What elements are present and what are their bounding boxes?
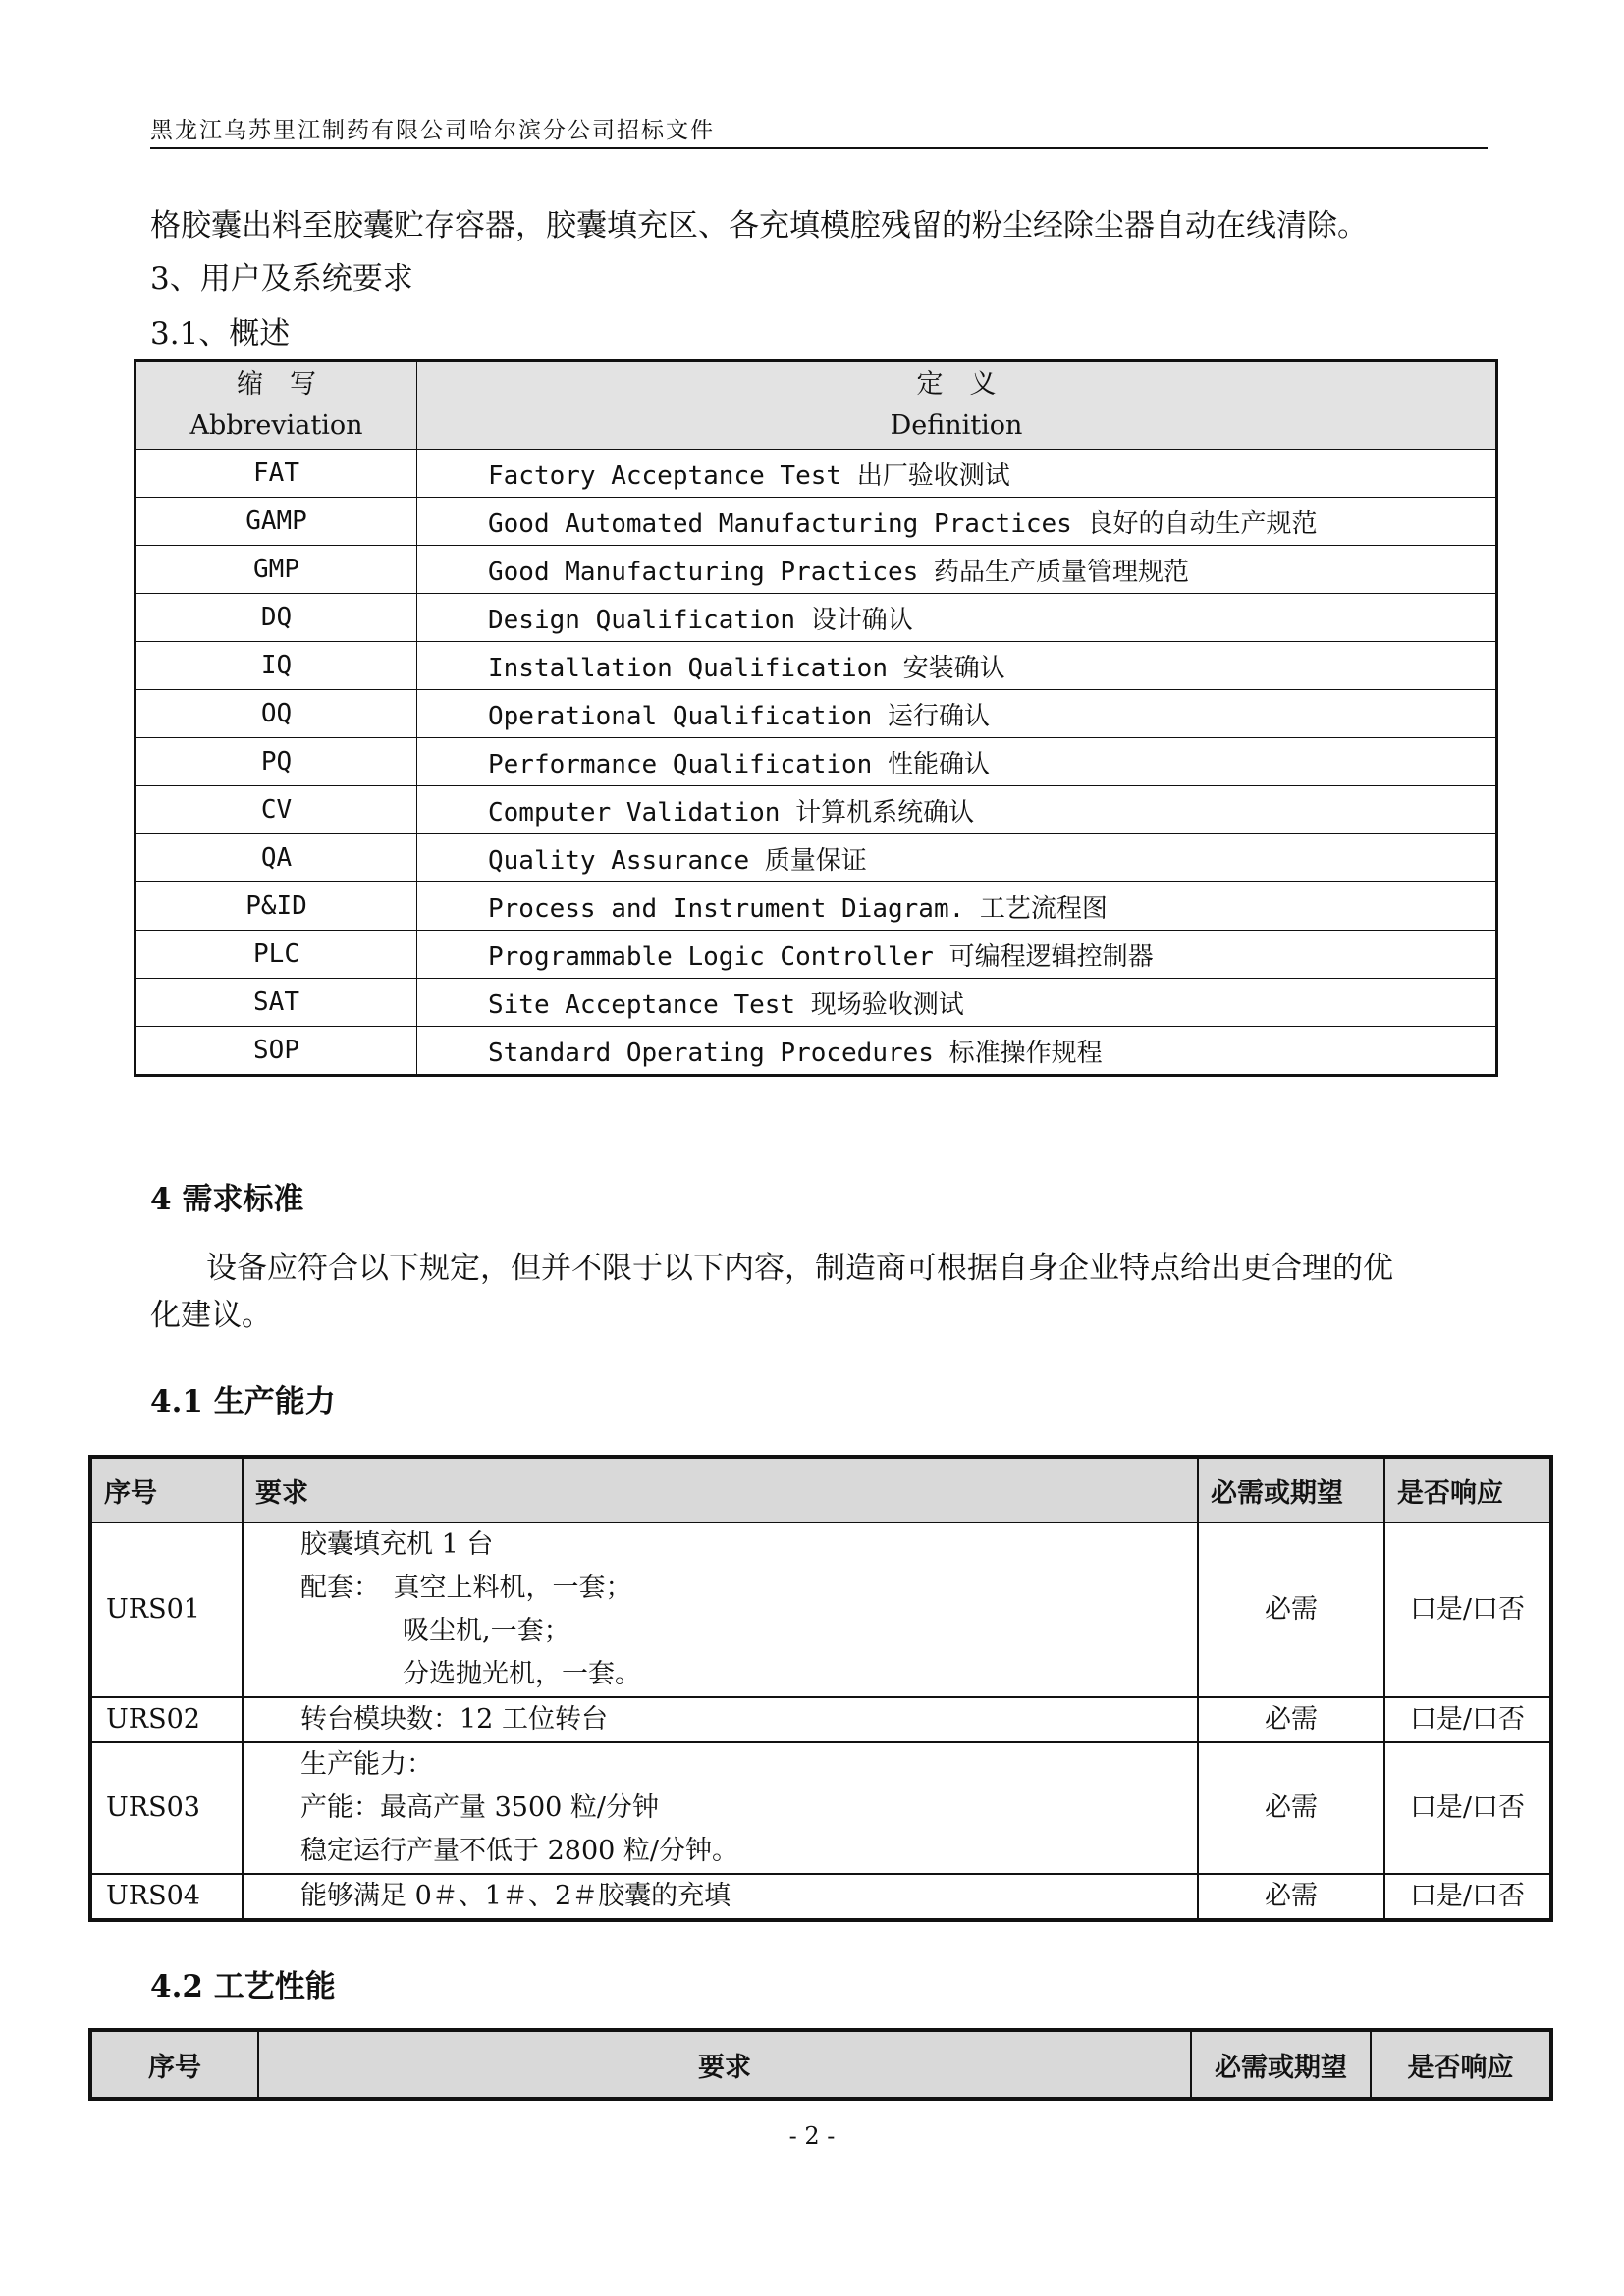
definition-cell (417, 786, 1497, 834)
definition-en: Computer Validation (488, 797, 781, 828)
requirement-id: URS01 (90, 1522, 243, 1697)
requirement-line: 分选抛光机，一套。 (403, 1659, 641, 1689)
definition-zh: 出厂验收测试 (856, 460, 1010, 491)
required-or-expected: 必需 (1198, 1522, 1384, 1697)
definition-zh: 药品生产质量管理规范 (933, 557, 1189, 587)
definition-cell (417, 642, 1497, 690)
requirement-line: 能够满足 0＃、1＃、2＃胶囊的充填 (300, 1881, 731, 1911)
response-checkbox[interactable]: 口是/口否 (1384, 1874, 1551, 1920)
requirement-row (90, 1697, 1551, 1742)
definition-zh: 性能确认 (888, 749, 991, 779)
definition-en: Good Automated Manufacturing Practices (488, 508, 1072, 539)
definition-cell (417, 931, 1497, 979)
definition-en: Process and Instrument Diagram. (488, 893, 965, 924)
response-checkbox[interactable]: 口是/口否 (1384, 1742, 1551, 1874)
definition-zh: 工艺流程图 (979, 893, 1108, 924)
definition-zh: 质量保证 (764, 845, 867, 876)
abbreviation-cell: IQ (135, 642, 417, 690)
abbreviation-row (135, 786, 1497, 834)
abbreviation-row (135, 642, 1497, 690)
abbreviation-table-body (135, 450, 1497, 1076)
response-checkbox[interactable]: 口是/口否 (1384, 1522, 1551, 1697)
abbr-column-header (135, 361, 417, 450)
section-4-paragraph-line2: 化建议。 (150, 1298, 272, 1333)
abbreviation-cell: P&ID (135, 882, 417, 931)
definition-cell (417, 498, 1497, 546)
abbreviation-cell: SAT (135, 979, 417, 1027)
column-no: 序号 (90, 2030, 258, 2099)
definition-zh: 计算机系统确认 (795, 797, 975, 828)
abbreviation-row (135, 882, 1497, 931)
page-number: - 2 - (788, 2122, 836, 2150)
column-no: 序号 (90, 1457, 243, 1522)
definition-cell (417, 738, 1497, 786)
abbreviation-cell: QA (135, 834, 417, 882)
definition-zh: 设计确认 (810, 605, 913, 635)
definition-cell (417, 690, 1497, 738)
abbreviation-row (135, 498, 1497, 546)
definition-header-en: Definition (890, 410, 1023, 441)
requirement-text (243, 1874, 1198, 1920)
section-4-paragraph-line1: 设备应符合以下规定，但并不限于以下内容，制造商可根据自身企业特点给出更合理的优 (206, 1251, 1393, 1286)
abbreviation-row (135, 594, 1497, 642)
column-required-or-expected: 必需或期望 (1198, 1457, 1384, 1522)
required-or-expected: 必需 (1198, 1697, 1384, 1742)
definition-cell (417, 834, 1497, 882)
abbreviation-cell: GAMP (135, 498, 417, 546)
definition-zh: 可编程逻辑控制器 (948, 941, 1154, 972)
definition-cell (417, 450, 1497, 498)
definition-en: Design Qualification (488, 605, 796, 635)
requirement-line: 配套： 真空上料机，一套； (300, 1573, 632, 1603)
requirement-line: 吸尘机,一套； (403, 1616, 570, 1646)
requirement-line: 转台模块数：12 工位转台 (300, 1704, 608, 1735)
section-4-title: 4 需求标准 (150, 1182, 304, 1217)
definition-zh: 现场验收测试 (810, 989, 964, 1020)
column-required-or-expected: 必需或期望 (1191, 2030, 1371, 2099)
definition-zh: 运行确认 (888, 701, 991, 731)
requirement-row (90, 1742, 1551, 1874)
abbreviation-cell: CV (135, 786, 417, 834)
definition-en: Installation Qualification (488, 653, 888, 683)
requirement-id: URS04 (90, 1874, 243, 1920)
abbreviation-cell: OQ (135, 690, 417, 738)
column-requirement: 要求 (243, 1457, 1198, 1522)
abbreviation-cell: PQ (135, 738, 417, 786)
definition-en: Quality Assurance (488, 845, 750, 876)
definition-column-header (417, 361, 1497, 450)
abbreviation-cell: GMP (135, 546, 417, 594)
required-or-expected: 必需 (1198, 1742, 1384, 1874)
process-performance-table (88, 2028, 1553, 2101)
column-response: 是否响应 (1371, 2030, 1551, 2099)
abbreviation-row (135, 690, 1497, 738)
definition-cell (417, 546, 1497, 594)
abbr-header-en: Abbreviation (189, 410, 363, 441)
abbreviation-table (134, 359, 1498, 1077)
production-capacity-table (88, 1455, 1553, 1922)
requirement-id: URS02 (90, 1697, 243, 1742)
abbreviation-cell: PLC (135, 931, 417, 979)
definition-en: Performance Qualification (488, 749, 873, 779)
abbreviation-row (135, 834, 1497, 882)
requirement-row (90, 1522, 1551, 1697)
abbreviation-row (135, 1027, 1497, 1076)
page-header: 黑龙江乌苏里江制药有限公司哈尔滨分公司招标文件 (150, 118, 715, 143)
abbreviation-cell: FAT (135, 450, 417, 498)
definition-en: Programmable Logic Controller (488, 941, 934, 972)
requirement-line: 胶囊填充机 1 台 (300, 1529, 494, 1560)
abbreviation-row (135, 979, 1497, 1027)
requirement-text (243, 1742, 1198, 1874)
definition-cell (417, 1027, 1497, 1076)
required-or-expected: 必需 (1198, 1874, 1384, 1920)
requirement-row (90, 1874, 1551, 1920)
section-4-2-title: 4.2 工艺性能 (150, 1969, 336, 2004)
section-3-1-title: 3.1、概述 (150, 316, 291, 351)
requirement-text (243, 1522, 1198, 1697)
definition-en: Good Manufacturing Practices (488, 557, 919, 587)
abbreviation-row (135, 450, 1497, 498)
abbreviation-cell: SOP (135, 1027, 417, 1076)
abbreviation-cell: DQ (135, 594, 417, 642)
requirement-line: 稳定运行产量不低于 2800 粒/分钟。 (300, 1836, 738, 1866)
requirement-id: URS03 (90, 1742, 243, 1874)
column-response: 是否响应 (1384, 1457, 1551, 1522)
definition-header-zh: 定 义 (916, 369, 997, 400)
abbreviation-row (135, 546, 1497, 594)
definition-en: Operational Qualification (488, 701, 873, 731)
definition-en: Standard Operating Procedures (488, 1038, 934, 1068)
section-3-title: 3、用户及系统要求 (150, 261, 413, 296)
definition-zh: 安装确认 (902, 653, 1005, 683)
definition-cell (417, 594, 1497, 642)
definition-zh: 标准操作规程 (948, 1038, 1103, 1068)
abbreviation-row (135, 931, 1497, 979)
section-4-1-title: 4.1 生产能力 (150, 1384, 336, 1419)
response-checkbox[interactable]: 口是/口否 (1384, 1697, 1551, 1742)
header-divider (150, 147, 1488, 149)
definition-en: Factory Acceptance Test (488, 460, 842, 491)
column-requirement: 要求 (258, 2030, 1191, 2099)
definition-zh: 良好的自动生产规范 (1087, 508, 1318, 539)
production-capacity-table-body (90, 1522, 1551, 1920)
definition-cell (417, 979, 1497, 1027)
definition-en: Site Acceptance Test (488, 989, 796, 1020)
definition-cell (417, 882, 1497, 931)
requirement-line: 产能：最高产量 3500 粒/分钟 (300, 1792, 659, 1823)
abbreviation-row (135, 738, 1497, 786)
requirement-line: 生产能力： (300, 1749, 433, 1780)
intro-line: 格胶囊出料至胶囊贮存容器，胶囊填充区、各充填模腔残留的粉尘经除尘器自动在线清除。 (150, 208, 1368, 243)
abbr-header-zh: 缩 写 (237, 369, 316, 400)
requirement-text (243, 1697, 1198, 1742)
